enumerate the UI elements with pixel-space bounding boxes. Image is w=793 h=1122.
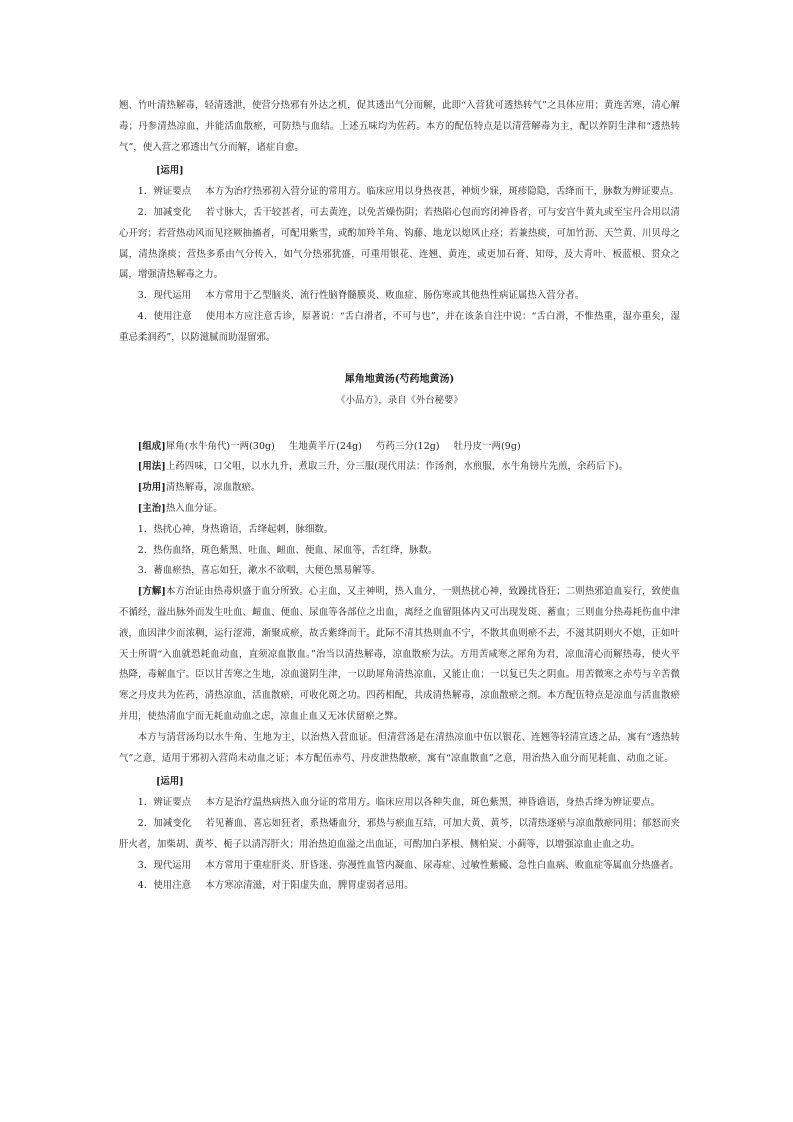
indication-item-2: 2．热伤血络，斑色紫黑、吐血、衄血、便血、尿血等，舌红绛，脉数。 [137,544,438,556]
ingredient: 生地黄半斤(24g) [288,440,363,452]
usage-item-1 [119,182,680,203]
explanation-text: 本方治证由热毒炽盛于血分所致。心主血，又主神明，热入血分，一则热扰心神，致躁扰昏狂；二则热邪迫血妄行，致使血不循经，溢出脉外而发生吐血、衄血、便血、尿血等各部位之出血，离经之血留阻体内又可出现发斑、蓄血；三则血分热毒耗伤血中津液，血因津少而浓稠，运行涩滞，渐聚成瘀，故舌紫绛而干。此际不清其热则血不宁，不散其血则瘀不去，不滋其阴则火不熄，正如叶天士所谓“入血就恐耗血动血，直须凉血散血。”治当以清热解毒，凉血散瘀为法。方用苦咸寒之犀角为君，凉血清心而解热毒，使火平热降，毒解血宁。臣以甘苦寒之生地，凉血滋阴生津，一以助犀角清热凉血，又能止血；一以复已失之阴血。用苦微寒之赤芍与辛苦微寒之丹皮共为佐药，清热凉血，活血散瘀，可收化斑之功。四药相配，共成清热解毒，凉血散瘀之剂。本方配伍特点是凉血与活血散瘀并用，使热清血宁而无耗血动血之虑，凉血止血又无冰伏留瘀之弊。 [119,586,680,722]
usage-text: 本方常用于重症肝炎、肝昏迷、弥漫性血管内凝血、尿毒症、过敏性紫癜、急性白血病、败血症等属血分热盛者。 [205,859,680,871]
composition-line [119,437,680,458]
indication-text: 热入血分证。 [165,502,223,514]
function-text: 清热解毒，凉血散瘀。 [165,482,261,494]
usage-method-line [119,457,680,478]
formula-source: 《小品方》，录自《外台秘要》 [336,394,463,406]
indication-item-3: 3．蓄血瘀热，喜忘如狂，漱水不欲咽，大便色黑易解等。 [137,565,381,577]
yunyong-heading-2 [119,769,680,793]
page-content [119,96,680,897]
function-tag: [功用] [137,482,166,494]
composition-tag: [组成] [137,440,166,452]
intro-paragraph: 翘、竹叶清热解毒，轻清透泄，使营分热邪有外达之机，促其透出气分而解，此即“入营犹可透热转气”之具体应用；黄连苦寒，清心解毒；丹参清热凉血，并能活血散瘀，可防热与血结。上述五味均为佐药。本方的配伍特点是以清营解毒为主，配以养阴生津和“透热转气”，使入营之邪透出气分而解，诸症自愈。 [119,100,680,153]
usage-text: 本方寒凉清滋，对于阳虚失血，脾胃虚弱者忌用。 [205,880,414,892]
indication-line [119,499,680,520]
yunyong-tag: [运用] [156,165,184,177]
usage-text: 本方常用于乙型脑炎、流行性脑脊髓膜炎、败血症、肠伤寒或其他热性病证属热入营分者。 [205,290,585,302]
usage-label: 4．使用注意 [137,880,192,892]
usage-label: 3．现代运用 [137,859,192,871]
usage-text: 若见蓄血、喜忘如狂者，系热燔血分，邪热与瘀血互结，可加大黄、黄芩，以清热逐瘀与凉血散瘀同用；郁怒而夹肝火者，加柴胡、黄芩、栀子以清泻肝火；用治热迫血溢之出血证，可酌加白茅根、侧柏炭、小蓟等，以增强凉血止血之功。 [119,817,680,850]
indication-tag: [主治] [137,502,166,514]
function-line [119,478,680,499]
usage-label: 2．加减变化 [137,817,192,829]
usage-label: 1．辨证要点 [137,186,192,198]
usage-text: 使用本方应注意舌诊，原著说：“舌白滑者，不可与也”，并在该条自注中说：“舌白滑，不惟热重，湿亦重矣，湿重忌柔润药”，以防滋腻而助湿留邪。 [119,310,680,343]
usage-item-1 [119,793,680,814]
usage-label: 1．辨证要点 [137,797,192,809]
usage-item-3 [119,856,680,877]
yunyong-heading-1 [119,158,680,182]
ingredient: 牡丹皮一两(9g) [453,440,521,452]
usage-label: 4．使用注意 [137,310,192,322]
usage-item-2 [119,203,680,286]
indication-item-1: 1．热扰心神，身热谵语，舌绛起刺，脉细数。 [137,523,334,535]
usage-label: 2．加减变化 [137,206,192,218]
method-text: 上药四味，口父咀，以水九升，煮取三升，分三服(现代用法：作汤剂，水煎服，水牛角镑片先煎，余药后下)。 [165,461,629,473]
usage-text: 若寸脉大，舌干较甚者，可去黄连，以免苦燥伤阴；若热陷心包而窍闭神昏者，可与安宫牛黄丸或至宝丹合用以清心开窍；若营热动风而见痉厥抽搐者，可配用紫雪，或酌加羚羊角、钩藤、地龙以熄风止痉；若兼热痰，可加竹沥、天竺黄、川贝母之属，清热涤痰；营热多系由气分传入，如气分热邪犹盛，可重用银花、连翘、黄连，或更加石膏、知母，及大青叶、板蓝根、贯众之属，增强清热解毒之力。 [119,206,680,281]
method-tag: [用法] [137,461,166,473]
usage-text: 本方是治疗温热病热入血分证的常用方。临床应用以各种失血，斑色紫黑，神昏谵语，身热舌绛为辨证要点。 [205,797,661,809]
usage-label: 3．现代运用 [137,290,192,302]
usage-item-4 [119,307,680,349]
explanation-tag: [方解] [137,586,166,598]
usage-text: 本方为治疗热邪初入营分证的常用方。临床应用以身热夜甚，神烦少寐，斑疹隐隐，舌绛而干，脉数为辨证要点。 [205,186,680,198]
ingredient: 芍药三分(12g) [376,440,440,452]
yunyong-tag: [运用] [156,776,184,788]
formula-title: 犀角地黄汤(芍药地黄汤) [344,373,455,385]
ingredient: 犀角(水牛角代)一两(30g) [165,440,275,452]
comparison-paragraph: 本方与清营汤均以水牛角、生地为主，以治热入营血证。但清营汤是在清热凉血中伍以银花、连翘等轻清宣透之品，寓有“透热转气”之意，适用于邪初入营尚未动血之证；本方配伍赤芍、丹皮泄热散瘀，寓有“凉血散血”之意，用治热入血分而见耗血、动血之证。 [119,731,680,764]
usage-item-4 [119,876,680,897]
usage-item-3 [119,286,680,307]
usage-item-2 [119,814,680,856]
formula-explanation [119,582,680,728]
